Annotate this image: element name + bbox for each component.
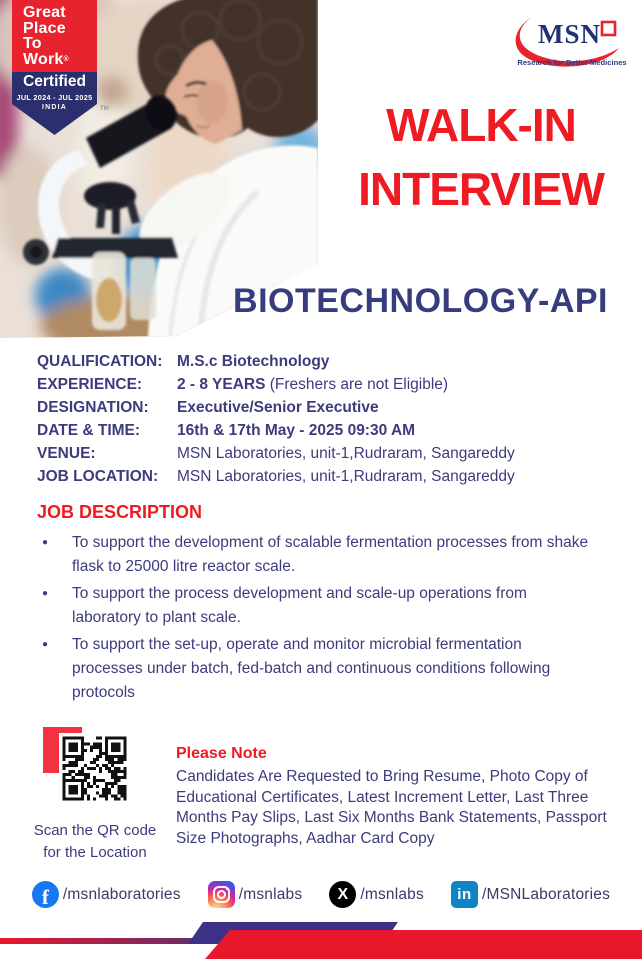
gptw-line: To — [23, 35, 42, 52]
msn-logo — [514, 9, 630, 67]
qr-block — [20, 722, 175, 872]
please-note-text: Candidates Are Requested to Bring Resume, Photo Copy of Educational Certificates, Latest Increment Letter, Last Three Months Pay Slips, Last Six Months Bank Statements, Passport Size Photographs, Aadhar Card Copy — [176, 768, 607, 847]
registered-mark: ® — [63, 55, 69, 63]
gptw-line: Place — [23, 19, 66, 37]
gptw-line: Great — [23, 4, 66, 21]
detail-value: 2 - 8 YEARS — [177, 376, 266, 393]
detail-label: DESIGNATION: — [37, 399, 149, 416]
please-note-heading: Please Note — [176, 745, 267, 762]
social-links-bar — [0, 881, 642, 908]
qr-code — [59, 733, 130, 804]
detail-row-experience: EXPERIENCE: 2 - 8 YEARS (Freshers are not Eligible) — [37, 373, 617, 396]
x-handle: /msnlabs — [360, 885, 424, 903]
social-link-instagram[interactable] — [208, 881, 303, 908]
social-link-linkedin[interactable] — [451, 881, 610, 908]
job-bullet — [37, 633, 589, 705]
headline-line1: WALK-IN — [386, 99, 576, 151]
qr-caption-line2: for the Location — [43, 844, 147, 861]
detail-row-job-location: JOB LOCATION: MSN Laboratories, unit-1,Rudraram, Sangareddy — [37, 465, 617, 488]
job-bullet-text: To support the set-up, operate and monitor microbial fermentation processes under batch, fed-batch and continuous conditions following protocols — [72, 636, 551, 701]
instagram-handle: /msnlabs — [238, 885, 303, 903]
detail-row-date-time — [37, 419, 617, 442]
job-description-heading: JOB DESCRIPTION — [37, 502, 203, 522]
job-bullet — [37, 582, 589, 630]
qr-code-graphic — [59, 733, 130, 804]
gptw-country: INDIA — [41, 104, 68, 111]
social-link-facebook[interactable] — [32, 881, 181, 908]
detail-value: 16th & 17th May - 2025 09:30 AM — [177, 422, 416, 439]
red-stripe — [205, 930, 642, 959]
linkedin-icon: in — [451, 881, 478, 908]
instagram-icon — [208, 881, 235, 908]
job-bullet — [37, 531, 589, 579]
msn-logo-graphic — [514, 9, 630, 67]
detail-value: Executive/Senior Executive — [177, 399, 379, 416]
job-bullet-text: To support the process development and scale-up operations from laboratory to plant scale. — [72, 585, 527, 626]
please-note-block — [176, 745, 622, 849]
x-twitter-icon: X — [329, 881, 356, 908]
headline-line2: INTERVIEW — [358, 163, 604, 215]
detail-row-venue: VENUE: MSN Laboratories, unit-1,Rudraram, Sangareddy — [37, 442, 617, 465]
msn-tagline: Research for Better Medicines — [517, 58, 627, 67]
trademark-mark: TM — [100, 106, 109, 112]
bullet-icon: ● — [42, 537, 49, 548]
subheadline-biotechnology-api: BIOTECHNOLOGY-API — [233, 282, 608, 320]
gptw-badge-title — [23, 5, 69, 67]
detail-row-designation — [37, 396, 617, 419]
footer-stripes — [0, 915, 642, 959]
detail-label: QUALIFICATION: — [37, 353, 163, 370]
linkedin-handle: /MSNLaboratories — [481, 885, 611, 903]
social-link-x[interactable] — [329, 881, 424, 908]
gptw-line: Work® — [23, 50, 69, 68]
facebook-handle: /msnlaboratories — [62, 885, 181, 903]
bullet-icon: ● — [42, 588, 49, 599]
detail-label: DATE & TIME: — [37, 422, 141, 439]
gptw-certified-label: Certified — [23, 73, 86, 90]
qr-caption-line1: Scan the QR code — [33, 822, 157, 839]
bullet-icon: ● — [42, 639, 49, 650]
qr-caption — [20, 820, 170, 864]
headline-walkin-interview — [330, 93, 632, 221]
detail-value: M.S.c Biotechnology — [177, 353, 330, 370]
detail-label: JOB LOCATION: — [37, 468, 159, 485]
detail-row-qualification — [37, 350, 617, 373]
gptw-cert-dates: JUL 2024 - JUL 2025 — [16, 93, 93, 102]
job-bullet-text: To support the development of scalable fermentation processes from shake flask to 25000 litre reactor scale. — [72, 534, 589, 575]
gptw-certified-badge — [12, 0, 109, 135]
detail-label: VENUE: — [37, 445, 96, 462]
job-details-table — [37, 350, 617, 488]
msn-logo-text: MSN — [538, 19, 601, 49]
detail-label: EXPERIENCE: — [37, 376, 143, 393]
job-description-list — [37, 531, 589, 708]
facebook-icon: f — [32, 881, 59, 908]
